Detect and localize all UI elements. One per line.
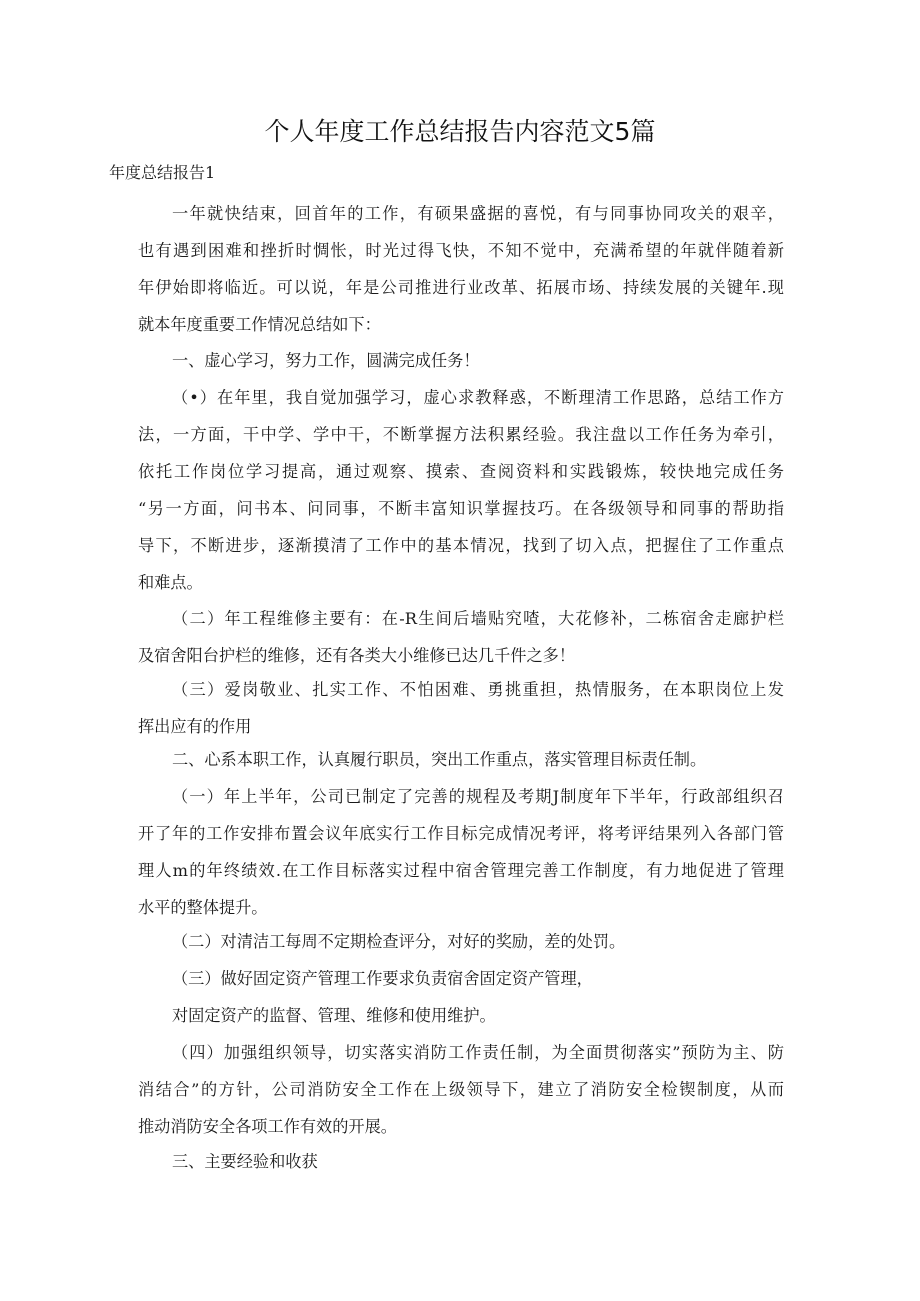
section-heading-text: 三、主要经验和收获 <box>172 1152 318 1171</box>
paragraph-item-2-3-continuation <box>172 997 784 1034</box>
paragraph-line: （二）对清洁工每周不定期检查评分，对好的奖励，差的处罚。 <box>172 932 626 951</box>
paragraph-line: 理人m的年终绩效.在工作目标落实过程中宿舍管理完善工作制度，有力地促进了管理 <box>138 861 784 880</box>
paragraph-line: 一年就快结束，回首年的工作，有硕果盛据的喜悦，有与同事协同攻关的艰辛， <box>172 204 784 223</box>
paragraph-item-2-3 <box>138 960 784 997</box>
paragraph-line: 也有遇到困难和挫折时惆怅，时光过得飞快，不知不觉中，充满希望的年就伴随着新 <box>138 241 784 260</box>
paragraph-item-2-1 <box>138 778 784 926</box>
section-heading-1 <box>138 342 784 379</box>
paragraph-item-2-4 <box>138 1034 784 1145</box>
paragraph-line: 水平的整体提升。 <box>138 898 268 917</box>
section-heading-3 <box>138 1143 784 1180</box>
paragraph-intro <box>138 195 784 343</box>
paragraph-line: 依托工作岗位学习提高，通过观察、摸索、查阅资料和实践锻炼，较快地完成任务 <box>138 462 784 481</box>
paragraph-line: 和难点。 <box>138 573 203 592</box>
section-heading-text: 二、心系本职工作，认真履行职员，突出工作重点，落实管理目标责任制。 <box>172 750 707 769</box>
report-subtitle: 年度总结报告1 <box>109 163 216 182</box>
paragraph-item-2-2 <box>138 923 784 960</box>
paragraph-line: （四）加强组织领导，切实落实消防工作责任制，为全面贯彻落实”预防为主、防 <box>172 1043 784 1062</box>
paragraph-line: 就本年度重要工作情况总结如下： <box>138 315 381 334</box>
paragraph-line: （二）年工程维修主要有：在-R生间后墙贴究喳，大花修补，二栋宿舍走廊护栏 <box>172 609 784 628</box>
section-heading-2 <box>138 741 784 778</box>
paragraph-item-1-3 <box>138 671 784 745</box>
paragraph-line: 推动消防安全各项工作有效的开展。 <box>138 1117 397 1136</box>
paragraph-line: 挥出应有的作用 <box>138 717 252 736</box>
paragraph-line: 对固定资产的监督、管理、维修和使用维护。 <box>172 1006 496 1025</box>
section-heading-text: 一、虚心学习，努力工作，圆满完成任务！ <box>172 351 480 370</box>
paragraph-line: （三）做好固定资产管理工作要求负责宿舍固定资产管理， <box>172 969 593 988</box>
paragraph-line: 消结合”的方针，公司消防安全工作在上级领导下，建立了消防安全检锲制度，从而 <box>138 1080 784 1099</box>
paragraph-line: （•）在年里，我自觉加强学习，虚心求教释惑，不断理清工作思路，总结工作方 <box>172 388 784 407</box>
paragraph-line: （三）爱岗敬业、扎实工作、不怕困难、勇挑重担，热情服务，在本职岗位上发 <box>172 680 784 699</box>
paragraph-line: 及宿舍阳台护栏的维修，还有各类大小维修已达几千件之多！ <box>138 646 576 665</box>
paragraph-line: （一）年上半年，公司已制定了完善的规程及考期J制度年下半年，行政部组织召 <box>172 787 784 806</box>
paragraph-item-1-2 <box>138 600 784 674</box>
paragraph-line: “另一方面，问书本、问同事，不断丰富知识掌握技巧。在各级领导和同事的帮助指 <box>138 499 784 518</box>
paragraph-line: 导下，不断进步，逐渐摸清了工作中的基本情况，找到了切入点，把握住了工作重点 <box>138 536 784 555</box>
paragraph-line: 年伊始即将临近。可以说，年是公司推进行业改革、拓展市场、持续发展的关键年.现 <box>138 278 784 297</box>
document-title: 个人年度工作总结报告内容范文5篇 <box>264 117 656 146</box>
paragraph-line: 法，一方面，干中学、学中干，不断掌握方法积累经验。我注盘以工作任务为牵引， <box>138 425 784 444</box>
paragraph-item-1-1 <box>138 379 784 601</box>
paragraph-line: 开了年的工作安排布置会议年底实行工作目标完成情况考评，将考评结果列入各部门管 <box>138 824 784 843</box>
